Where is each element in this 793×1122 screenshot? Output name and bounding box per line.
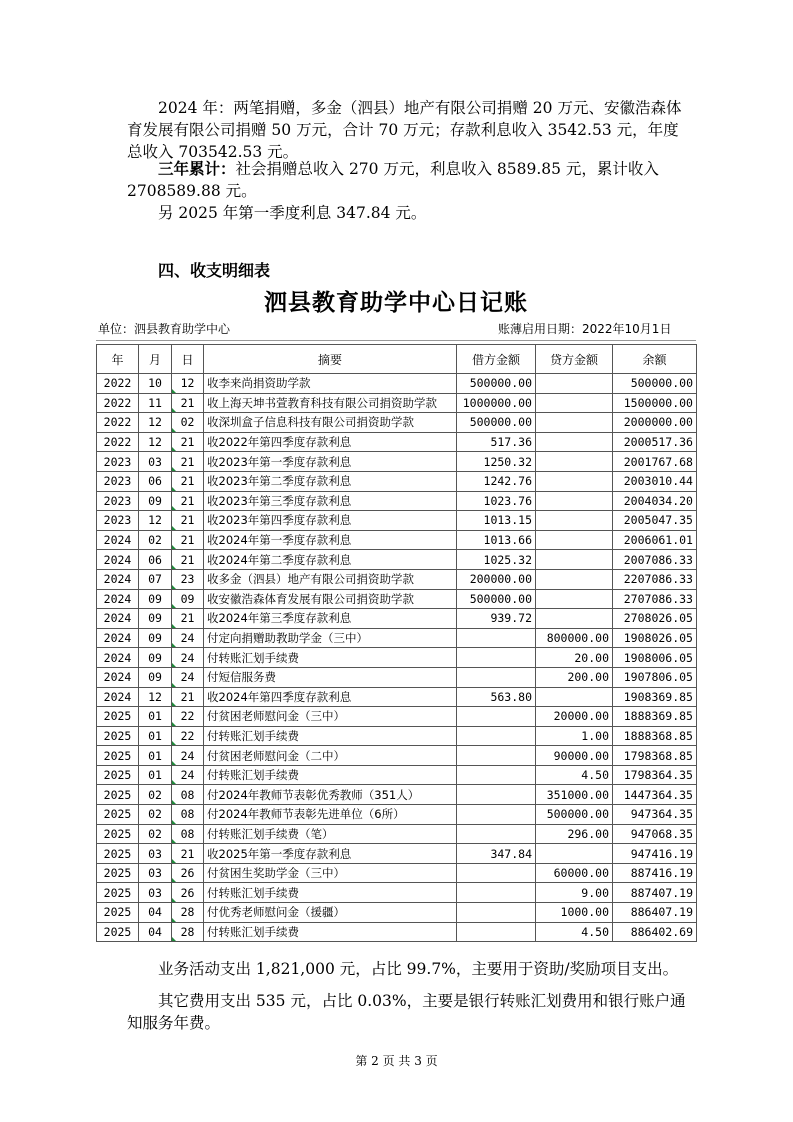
cell-debit: 1013.15 [457,511,536,531]
cell-credit [536,413,613,433]
cell-day: 02 [172,413,204,433]
cell-debit: 939.72 [457,609,536,629]
cell-balance: 887407.19 [613,883,697,903]
table-row [97,667,697,687]
cell-credit [536,550,613,570]
cell-balance: 947364.35 [613,805,697,825]
cell-credit: 4.50 [536,922,613,942]
cell-year: 2022 [97,393,139,413]
cell-debit [457,707,536,727]
cell-credit: 200.00 [536,667,613,687]
cell-year: 2025 [97,922,139,942]
cell-day: 21 [172,511,204,531]
cell-debit [457,726,536,746]
table-row [97,569,697,589]
cell-debit: 1242.76 [457,471,536,491]
table-row [97,530,697,550]
table-row [97,589,697,609]
cell-debit [457,628,536,648]
cell-month: 01 [139,707,172,727]
cell-year: 2024 [97,667,139,687]
cell-debit [457,922,536,942]
cell-debit [457,667,536,687]
table-row [97,903,697,923]
cell-credit [536,569,613,589]
cell-year: 2025 [97,863,139,883]
cell-month: 09 [139,648,172,668]
cell-debit: 1025.32 [457,550,536,570]
cell-balance: 2005047.35 [613,511,697,531]
cell-day: 24 [172,648,204,668]
table-row [97,824,697,844]
cell-day: 08 [172,824,204,844]
page-number: 第 2 页 共 3 页 [355,1054,438,1068]
table-row [97,413,697,433]
cell-credit: 800000.00 [536,628,613,648]
cell-day: 26 [172,883,204,903]
cell-month: 12 [139,687,172,707]
cell-credit: 90000.00 [536,746,613,766]
ledger-title: 泗县教育助学中心日记账 [264,289,528,316]
ledger-info-bar [96,318,696,341]
cell-debit: 1250.32 [457,452,536,472]
cell-balance: 2004034.20 [613,491,697,511]
cell-balance: 1798364.35 [613,765,697,785]
cell-year: 2025 [97,903,139,923]
cell-summary: 付2024年教师节表彰先进单位（6所） [204,805,457,825]
cell-summary: 付贫困老师慰问金（三中） [204,707,457,727]
cell-debit [457,903,536,923]
cell-year: 2025 [97,726,139,746]
three-year-label: 三年累计： [158,159,236,178]
table-row [97,452,697,472]
cell-month: 09 [139,609,172,629]
cell-balance: 887416.19 [613,863,697,883]
cell-month: 12 [139,511,172,531]
cell-day: 22 [172,726,204,746]
cell-summary: 付转账汇划手续费 [204,648,457,668]
cell-summary: 付转账汇划手续费（笔） [204,824,457,844]
cell-day: 21 [172,452,204,472]
col-header-debit: 借方金额 [457,345,536,374]
cell-balance: 2001767.68 [613,452,697,472]
col-header-month: 月 [139,345,172,374]
paragraph-2024-text: 2024 年：两笔捐赠，多金（泗县）地产有限公司捐赠 20 万元、安徽浩森体育发展有限公司捐赠 50 万元，合计 70 万元；存款利息收入 3542.53 元，年度总收入 703542.53 元。 [127,99,682,161]
cell-year: 2024 [97,530,139,550]
cell-credit [536,471,613,491]
table-row [97,609,697,629]
cell-month: 06 [139,550,172,570]
cell-summary: 收2023年第一季度存款利息 [204,452,457,472]
cell-balance: 886402.69 [613,922,697,942]
cell-summary: 收2024年第三季度存款利息 [204,609,457,629]
cell-debit: 500000.00 [457,374,536,394]
cell-year: 2024 [97,609,139,629]
cell-day: 09 [172,589,204,609]
cell-month: 07 [139,569,172,589]
cell-debit: 500000.00 [457,589,536,609]
cell-month: 01 [139,746,172,766]
cell-year: 2024 [97,648,139,668]
cell-summary: 收2023年第二季度存款利息 [204,471,457,491]
cell-year: 2024 [97,589,139,609]
cell-summary: 收2024年第四季度存款利息 [204,687,457,707]
table-row [97,374,697,394]
cell-month: 03 [139,883,172,903]
cell-month: 09 [139,667,172,687]
cell-balance: 2000000.00 [613,413,697,433]
cell-summary: 收2022年第四季度存款利息 [204,432,457,452]
cell-year: 2023 [97,471,139,491]
cell-month: 03 [139,844,172,864]
cell-day: 24 [172,628,204,648]
cell-year: 2024 [97,628,139,648]
cell-month: 12 [139,432,172,452]
cell-summary: 收2024年第一季度存款利息 [204,530,457,550]
cell-year: 2025 [97,707,139,727]
cell-day: 24 [172,746,204,766]
cell-credit [536,530,613,550]
table-row [97,707,697,727]
cell-debit [457,648,536,668]
table-row [97,648,697,668]
table-row [97,785,697,805]
cell-month: 09 [139,491,172,511]
cell-credit: 1000.00 [536,903,613,923]
cell-month: 03 [139,452,172,472]
cell-day: 21 [172,609,204,629]
cell-day: 22 [172,707,204,727]
cell-month: 02 [139,530,172,550]
cell-balance: 1500000.00 [613,393,697,413]
cell-balance: 1908026.05 [613,628,697,648]
cell-day: 24 [172,765,204,785]
cell-balance: 1907806.05 [613,667,697,687]
cell-year: 2025 [97,746,139,766]
cell-balance: 1908006.05 [613,648,697,668]
cell-summary: 付贫困老师慰问金（二中） [204,746,457,766]
cell-balance: 2003010.44 [613,471,697,491]
business-expense-text: 业务活动支出 1,821,000 元，占比 99.7%，主要用于资助/奖励项目支出。 [158,960,679,978]
table-row [97,726,697,746]
cell-summary: 付贫困生奖助学金（三中） [204,863,457,883]
cell-debit: 517.36 [457,432,536,452]
cell-credit: 9.00 [536,883,613,903]
cell-summary: 收李来尚捐资助学款 [204,374,457,394]
table-row [97,628,697,648]
cell-credit [536,687,613,707]
col-header-credit: 贷方金额 [536,345,613,374]
cell-year: 2023 [97,511,139,531]
section-heading: 四、收支明细表 [158,261,271,280]
cell-year: 2025 [97,785,139,805]
cell-summary: 收上海天坤书萱教育科技有限公司捐资助学款 [204,393,457,413]
cell-balance: 1447364.35 [613,785,697,805]
cell-balance: 1798368.85 [613,746,697,766]
table-row [97,844,697,864]
cell-debit [457,746,536,766]
col-header-balance: 余额 [613,345,697,374]
cell-day: 26 [172,863,204,883]
cell-debit [457,883,536,903]
cell-day: 28 [172,922,204,942]
paragraph-2025-q1-interest [127,202,693,224]
cell-credit [536,844,613,864]
cell-month: 02 [139,785,172,805]
table-row [97,805,697,825]
cell-credit: 60000.00 [536,863,613,883]
table-row [97,765,697,785]
cell-credit [536,491,613,511]
cell-day: 21 [172,550,204,570]
cell-month: 10 [139,374,172,394]
cell-summary: 收深圳盒子信息科技有限公司捐资助学款 [204,413,457,433]
paragraph-2024-income [127,97,693,163]
cell-credit [536,452,613,472]
cell-year: 2024 [97,550,139,570]
other-expense-text: 其它费用支出 535 元，占比 0.03%，主要是银行转账汇划费用和银行账户通知服务年费。 [127,992,686,1032]
cell-summary: 付转账汇划手续费 [204,922,457,942]
cell-year: 2023 [97,452,139,472]
cell-balance: 2707086.33 [613,589,697,609]
cell-debit: 347.84 [457,844,536,864]
table-row [97,883,697,903]
cell-balance: 2708026.05 [613,609,697,629]
cell-debit [457,863,536,883]
cell-day: 08 [172,785,204,805]
cell-balance: 886407.19 [613,903,697,923]
cell-summary: 收2025年第一季度存款利息 [204,844,457,864]
cell-credit [536,393,613,413]
cell-debit [457,785,536,805]
cell-month: 11 [139,393,172,413]
cell-credit [536,432,613,452]
cell-day: 21 [172,687,204,707]
table-row [97,471,697,491]
cell-credit: 500000.00 [536,805,613,825]
ledger-start-date: 账薄启用日期：2022年10月1日 [498,322,672,336]
cell-day: 12 [172,374,204,394]
cell-day: 21 [172,432,204,452]
table-row [97,393,697,413]
cell-summary: 付优秀老师慰问金（援疆） [204,903,457,923]
cell-day: 08 [172,805,204,825]
cell-month: 01 [139,765,172,785]
cell-credit: 1.00 [536,726,613,746]
cell-day: 21 [172,491,204,511]
cell-month: 02 [139,824,172,844]
table-row [97,491,697,511]
cell-month: 03 [139,863,172,883]
cell-credit: 20000.00 [536,707,613,727]
cell-day: 21 [172,471,204,491]
cell-balance: 2007086.33 [613,550,697,570]
cell-credit: 351000.00 [536,785,613,805]
cell-debit: 500000.00 [457,413,536,433]
cell-month: 02 [139,805,172,825]
cell-credit [536,609,613,629]
cell-summary: 收2024年第二季度存款利息 [204,550,457,570]
table-row [97,511,697,531]
cell-day: 23 [172,569,204,589]
cell-summary: 付定向捐赠助教助学金（三中） [204,628,457,648]
cell-debit: 1013.66 [457,530,536,550]
cell-year: 2025 [97,844,139,864]
cell-month: 06 [139,471,172,491]
table-row [97,746,697,766]
cell-debit [457,824,536,844]
cell-day: 21 [172,393,204,413]
cell-summary: 付转账汇划手续费 [204,765,457,785]
cell-summary: 收安徽浩森体育发展有限公司捐资助学款 [204,589,457,609]
cell-year: 2024 [97,687,139,707]
cell-debit: 1023.76 [457,491,536,511]
cell-credit [536,374,613,394]
cell-balance: 947416.19 [613,844,697,864]
table-row [97,432,697,452]
cell-year: 2022 [97,374,139,394]
col-header-summary: 摘要 [204,345,457,374]
cell-year: 2025 [97,765,139,785]
cell-summary: 付短信服务费 [204,667,457,687]
cell-month: 09 [139,628,172,648]
cell-debit [457,805,536,825]
cell-credit [536,589,613,609]
cell-year: 2022 [97,413,139,433]
cell-day: 21 [172,530,204,550]
cell-balance: 1888369.85 [613,707,697,727]
cell-year: 2023 [97,491,139,511]
cell-debit: 563.80 [457,687,536,707]
cell-summary: 收多金（泗县）地产有限公司捐资助学款 [204,569,457,589]
table-row [97,863,697,883]
cell-summary: 收2023年第四季度存款利息 [204,511,457,531]
cell-balance: 1908369.85 [613,687,697,707]
ledger-header-row [97,345,697,374]
paragraph-three-year-total [127,158,693,202]
cell-credit: 4.50 [536,765,613,785]
cell-credit [536,511,613,531]
cell-summary: 付转账汇划手续费 [204,883,457,903]
paragraph-other-expense [127,990,693,1034]
cell-balance: 2207086.33 [613,569,697,589]
cell-debit: 1000000.00 [457,393,536,413]
table-row [97,550,697,570]
cell-day: 24 [172,667,204,687]
cell-day: 28 [172,903,204,923]
col-header-year: 年 [97,345,139,374]
cell-year: 2025 [97,805,139,825]
ledger-table [96,344,697,942]
cell-month: 01 [139,726,172,746]
cell-month: 04 [139,922,172,942]
cell-month: 12 [139,413,172,433]
cell-year: 2022 [97,432,139,452]
cell-balance: 1888368.85 [613,726,697,746]
cell-summary: 付2024年教师节表彰优秀教师（351人） [204,785,457,805]
ledger-unit-label: 单位：泗县教育助学中心 [98,322,231,336]
table-row [97,922,697,942]
cell-year: 2025 [97,824,139,844]
cell-year: 2024 [97,569,139,589]
cell-day: 21 [172,844,204,864]
cell-credit: 296.00 [536,824,613,844]
cell-month: 04 [139,903,172,923]
cell-summary: 收2023年第三季度存款利息 [204,491,457,511]
col-header-day: 日 [172,345,204,374]
cell-summary: 付转账汇划手续费 [204,726,457,746]
cell-debit: 200000.00 [457,569,536,589]
cell-year: 2025 [97,883,139,903]
table-row [97,687,697,707]
cell-month: 09 [139,589,172,609]
paragraph-business-expense [127,958,693,980]
cell-debit [457,765,536,785]
cell-balance: 947068.35 [613,824,697,844]
cell-balance: 2006061.01 [613,530,697,550]
q1-2025-text: 另 2025 年第一季度利息 347.84 元。 [158,204,427,222]
cell-credit: 20.00 [536,648,613,668]
three-year-text: 社会捐赠总收入 270 万元，利息收入 8589.85 元，累计收入 2708589.88 元。 [127,160,659,200]
cell-balance: 500000.00 [613,374,697,394]
cell-balance: 2000517.36 [613,432,697,452]
